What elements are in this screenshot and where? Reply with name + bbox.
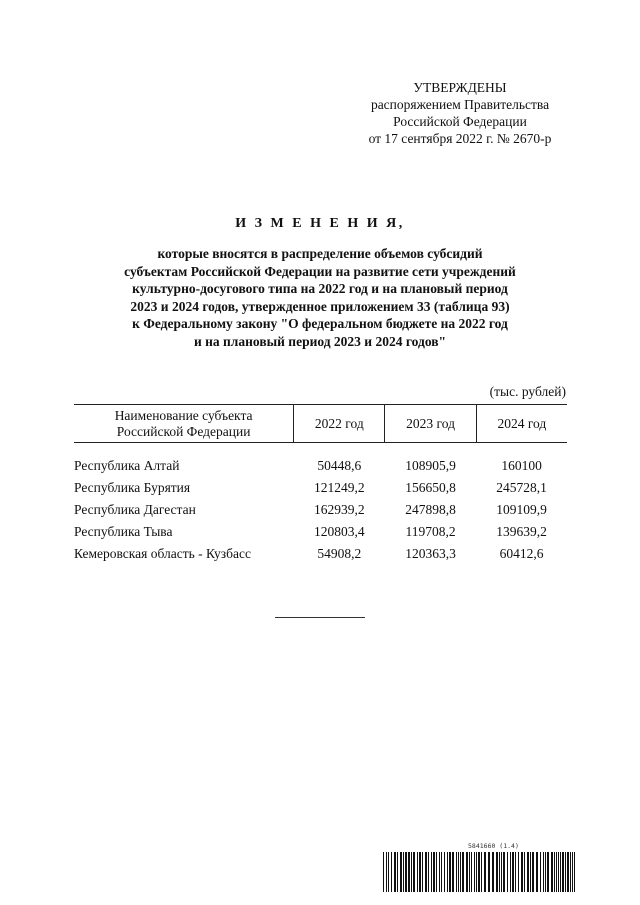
approval-block <box>340 79 580 147</box>
approval-date-number: от 17 сентября 2022 г. № 2670-р <box>368 131 552 146</box>
value-2023-cell: 120363,3 <box>405 546 456 561</box>
table-row <box>74 543 567 565</box>
region-cell: Республика Тыва <box>74 524 173 539</box>
header-region-line2: Российской Федерации <box>116 423 251 439</box>
subtitle-line: к Федеральному закону "О федеральном бюджете на 2022 год <box>132 316 508 332</box>
approval-heading: УТВЕРЖДЕНЫ <box>413 80 507 95</box>
value-2022-cell: 50448,6 <box>317 458 362 473</box>
subsidy-table <box>74 404 567 565</box>
header-2022: 2022 год <box>294 405 385 443</box>
region-cell: Кемеровская область - Кузбасс <box>74 546 251 561</box>
subtitle-line: 2023 и 2024 годов, утвержденное приложением 33 (таблица 93) <box>130 298 510 314</box>
subtitle-line: и на плановый период 2023 и 2024 годов" <box>193 333 447 349</box>
value-2024-cell: 139639,2 <box>496 524 547 539</box>
table-row <box>74 477 567 499</box>
value-2023-cell: 156650,8 <box>405 480 456 495</box>
value-2024-cell: 245728,1 <box>496 480 547 495</box>
approval-line: Российской Федерации <box>393 114 527 129</box>
document-subtitle <box>0 245 640 351</box>
region-cell: Республика Бурятия <box>74 480 191 495</box>
document-title: И З М Е Н Е Н И Я, <box>235 216 405 231</box>
barcode-label: 5841660 (1.4) <box>468 842 519 850</box>
region-cell: Республика Алтай <box>74 458 180 473</box>
value-2023-cell: 247898,8 <box>405 502 456 517</box>
value-2023-cell: 108905,9 <box>405 458 456 473</box>
header-region-line1: Наименование субъекта <box>114 407 253 423</box>
value-2022-cell: 121249,2 <box>314 480 365 495</box>
table-row <box>74 499 567 521</box>
subtitle-line: которые вносятся в распределение объемов субсидий <box>157 246 483 261</box>
value-2024-cell: 109109,9 <box>496 502 547 517</box>
document-barcode <box>382 842 578 894</box>
table-row <box>74 455 567 477</box>
subtitle-line: субъектам Российской Федерации на развитие сети учреждений <box>124 263 516 279</box>
value-2022-cell: 162939,2 <box>314 502 365 517</box>
region-cell: Республика Дагестан <box>74 502 196 517</box>
value-2022-cell: 54908,2 <box>317 546 362 561</box>
table-row <box>74 521 567 543</box>
subtitle-line: культурно-досугового типа на 2022 год и на плановый период <box>132 281 508 297</box>
closing-divider <box>275 617 365 618</box>
approval-line: распоряжением Правительства <box>370 97 550 112</box>
header-2024: 2024 год <box>476 405 567 443</box>
value-2024-cell: 160100 <box>501 458 542 473</box>
barcode-icon <box>382 852 578 892</box>
unit-label: (тыс. рублей) <box>489 384 566 399</box>
header-2023: 2023 год <box>385 405 476 443</box>
value-2022-cell: 120803,4 <box>314 524 365 539</box>
value-2024-cell: 60412,6 <box>499 546 544 561</box>
header-region-name <box>74 405 294 443</box>
value-2023-cell: 119708,2 <box>405 524 456 539</box>
table-header-row <box>74 405 567 443</box>
